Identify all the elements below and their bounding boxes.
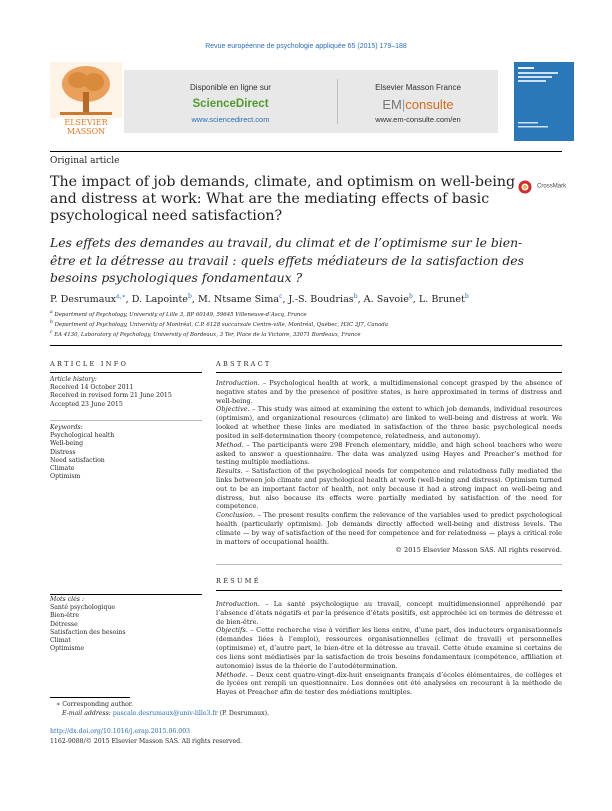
journal-cover[interactable] [514, 62, 574, 141]
keyword: Distress [50, 448, 76, 456]
author-sup: a,∗ [116, 293, 126, 300]
emconsulte-consulte: consulte [405, 97, 454, 112]
section-rule [50, 345, 562, 346]
emconsulte-em: EM [382, 97, 402, 112]
crossmark-badge[interactable] [518, 176, 578, 190]
header-rule [50, 151, 562, 152]
author[interactable]: A. Savoie [363, 294, 409, 306]
copyright: © 2015 Elsevier Masson SAS. All rights reserved. [395, 546, 562, 555]
resume-body [216, 600, 562, 697]
sciencedirect-available-label: Disponible en ligne sur [190, 83, 271, 92]
abstract-rule [216, 372, 562, 373]
resume-heading: RÉSUMÉ [216, 577, 261, 585]
keyword: Need satisfaction [50, 456, 105, 464]
article-history: Article history: Received 14 October 2011 Received in revised form 21 June 2015 Accepted 23 June 2015 [50, 376, 172, 408]
article-type: Original article [50, 156, 120, 166]
affiliation: $^a$ Department of Psychology, University of Lille 3, BP 60149, 59645 Villeneuve-d’Ascq, France [50, 310, 307, 318]
keyword: Well-being [50, 440, 84, 448]
abstract-heading: ABSTRACT [216, 360, 272, 368]
author-sup: b [188, 293, 192, 300]
keyword: Climate [50, 465, 75, 473]
publisher-name: Elsevier Masson France [375, 83, 461, 92]
article-info-rule [50, 372, 202, 373]
abstract-body [216, 379, 562, 555]
affiliation: $^b$ Department of Psychology, University of Montréal, C.P. 6128 succursale Centre-ville, Montréal, Québec, H3C 3J7, Canada [50, 320, 388, 328]
resume-paragraph: Méthode. – Deux cent quatre-vingt-dix-huit enseignants français d’écoles élémentaires, de collèges et de lycées ont rempli un questionnaire. Les données ont été analysées en recourant à la méthode de Hayes et Preacher afin de tester des médiations multiples. [216, 670, 562, 697]
author[interactable]: J.-S. Boudrias [288, 294, 354, 306]
article-title-en: The impact of job demands, climate, and optimism on well-being and distress at work: What are the mediating effects of basic psychological need satisfaction? [50, 174, 516, 224]
sciencedirect-logo[interactable]: ScienceDirect [192, 98, 269, 110]
mots-cles: Mots clés : Santé psychologique Bien-être Détresse Satisfaction des besoins Climat Optimisme [50, 596, 200, 653]
footnote-rule [50, 697, 130, 698]
author-sup: c [279, 293, 283, 300]
author[interactable]: M. Ntsame Sima [197, 294, 280, 306]
emconsulte-bar: | [401, 97, 406, 112]
author-sup: b [353, 293, 358, 300]
mot-cle: Optimisme [50, 645, 85, 653]
keyword: Psychological health [50, 432, 115, 440]
motscles-rule [50, 594, 202, 595]
resume-paragraph: Introduction. – La santé psychologique au travail, concept multidimensionnel appréhendé par l’absence d’états négatifs et par la présence d’états positifs, est approchée ici en termes de détresse et de bien-être. [216, 600, 562, 626]
keywords-rule [50, 420, 202, 421]
issn-line: 1162-9088/© 2015 Elsevier Masson SAS. All rights reserved. [50, 738, 243, 745]
mot-cle: Bien-être [50, 612, 80, 620]
author[interactable]: L. Brunet [418, 294, 465, 306]
affiliations [50, 309, 570, 340]
emconsulte-logo[interactable] [338, 97, 498, 112]
mot-cle: Satisfaction des besoins [50, 628, 126, 636]
elsevier-masson-wordmark: ELSEVIER MASSON [64, 118, 108, 136]
mot-cle: Santé psychologique [50, 604, 116, 612]
keywords: Keywords: Psychological health Well-being Distress Need satisfaction Climate Optimism [50, 424, 200, 481]
abstract-paragraph: Results. – Satisfaction of the psychological needs for competence and relatedness fully mediated the links between job climate and psychological health at work (well-being and distress). Optimism turned out to be an important factor of health, not only because it had a strong impact on well-being and distress, but also because its effects were partially mediated by satisfaction of the need for competence. [216, 467, 562, 511]
abstract-paragraph: Method. – The participants were 298 French elementary, middle, and high school teachers who were asked to answer a questionnaire. The data was analyzed using Hayes and Preacher’s method for testing multiple mediations. [216, 440, 562, 467]
corresponding-author-label: Corresponding author. [62, 701, 134, 708]
article-title-fr: Les effets des demandes au travail, du climat et de l’optimisme sur le bien-être et la détresse au travail : quels effets médiateurs de la satisfaction des besoins psychologiques fondamentaux ? [50, 235, 524, 285]
emconsulte-link[interactable]: www.em-consulte.com/en [375, 115, 461, 124]
resume-paragraph: Objectifs. – Cette recherche vise à vérifier les liens entre, d’une part, des inducteurs organisationnels (demandes liées à l’emploi), ressources organisationnelles (climat de travail) et personnelles (optimisme) et, d’autre part, le bien-être et la détresse au travail. Cette étude examine si certains de ces liens sont médiatisés par la satisfaction de trois besoins fondamentaux (compétence, affiliation et autonomie) issus de la théorie de l’autodétermination. [216, 626, 562, 670]
author[interactable]: D. Lapointe [131, 294, 188, 306]
author-list: P. Desrumaux$^{a,∗}$, D. Lapointe$^b$, M. Ntsame Sima$^c$, J.-S. Boudrias$^b$, A. Savoie$^b$, L. Brunet$^b$ [50, 293, 469, 306]
resume-rule [216, 590, 562, 591]
doi-block [50, 727, 350, 747]
email-link[interactable]: pascale.desrumaux@univ-lille3.fr [112, 710, 218, 717]
doi-link[interactable]: http://dx.doi.org/10.1016/j.erap.2015.06.003 [50, 728, 191, 735]
abstract-end-rule [216, 564, 562, 565]
author-sup: b [408, 293, 413, 300]
footnote: ∗ Corresponding author. E-mail address: pascale.desrumaux@univ-lille3.fr (P. Desrumaux). [56, 701, 270, 717]
crossmark-label: CrossMark [537, 183, 567, 190]
keyword: Optimism [50, 473, 81, 481]
crossmark-icon [518, 180, 532, 194]
abstract-paragraph: Objective. – This study was aimed at examining the extent to which job demands, individual resources (optimism), and organizational resources (climate) are linked to well-being and distress at work. We looked at whether these links are mediated in satisfaction of the three basic psychological needs posited in self-determination theory (competence, relatedness, and autonomy). [216, 405, 562, 440]
abstract-paragraph: Conclusion. – The present results confirm the relevance of the variables used to predict psychological health (particularly optimism). Job demands directly affected well-being and distress levels. The climate — by way of satisfaction of the need for competence and for relatedness — plays a critical role in matters of occupational health. [216, 511, 562, 546]
mot-cle: Détresse [50, 620, 78, 628]
author-sup: b [464, 293, 469, 300]
journal-reference[interactable]: Revue européenne de psychologie appliquée 65 (2015) 179–188 [205, 43, 407, 50]
elsevier-tree-icon [50, 62, 122, 118]
affiliation: $^c$ EA 4130, Laboratory of Psychology, University of Bordeaux, 3 Ter, Place de la Victoire, 33071 Bordeaux, France [50, 330, 361, 339]
abstract-paragraph: Introduction. – Psychological health at work, a multidimensional concept grasped by the absence of negative states and by the presence of positive states, is here approximated in terms of distress and well-being. [216, 379, 562, 405]
mot-cle: Climat [50, 637, 71, 645]
article-info-heading: ARTICLE INFO [50, 360, 129, 368]
sciencedirect-link[interactable]: www.sciencedirect.com [191, 115, 270, 124]
author[interactable]: P. Desrumaux [50, 294, 117, 306]
email-label: E-mail address: [62, 710, 111, 717]
journal-cover-image [514, 62, 574, 141]
